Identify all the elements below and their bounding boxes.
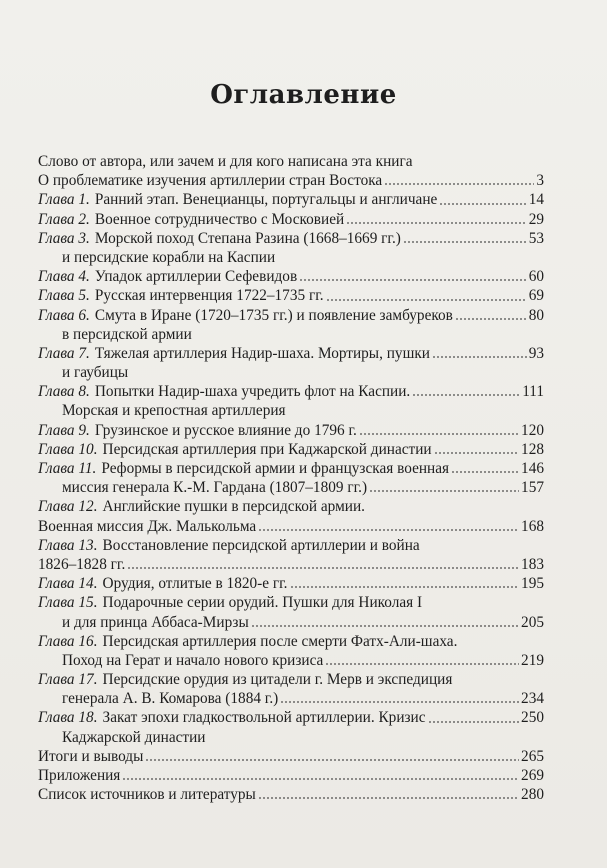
toc-page-number: 128	[521, 440, 544, 458]
toc-leader-dots	[439, 203, 526, 205]
toc-entry-title: Восстановление персидской артиллерии и война	[102, 536, 420, 554]
toc-page-number: 265	[521, 747, 544, 765]
toc-entry	[38, 401, 544, 420]
toc-entry	[38, 728, 544, 747]
toc-leader-dots	[384, 183, 534, 185]
toc-entry-title: Приложения	[38, 767, 121, 784]
toc-entry	[38, 497, 544, 516]
toc-entry	[38, 325, 544, 344]
toc-entry-title: Итоги и выводы	[38, 747, 144, 765]
toc-leader-dots	[290, 586, 520, 588]
toc-entry	[38, 171, 544, 190]
toc-entry	[38, 306, 544, 325]
toc-leader-dots	[434, 452, 519, 454]
toc-entry-title: Тяжелая артиллерия Надир-шаха. Мортиры, пушки	[94, 344, 430, 362]
toc-leader-dots	[412, 394, 520, 396]
toc-page-number: 111	[522, 383, 544, 401]
toc-entry-title: Военное сотрудничество с Московией	[94, 210, 345, 228]
toc-page-number: 280	[521, 786, 544, 804]
toc-entry-title: Поход на Герат и начало нового кризиса	[62, 651, 324, 669]
toc-entry	[38, 708, 544, 727]
toc-leader-dots	[346, 222, 527, 224]
toc-entry-title: генерала А. В. Комарова (1884 г.)	[62, 690, 279, 708]
toc-leader-dots	[403, 241, 527, 243]
toc-chapter-label: Глава 9.	[38, 421, 90, 439]
toc-page-number: 183	[521, 555, 544, 573]
toc-page-number: 60	[528, 268, 544, 286]
toc-chapter-label: Глава 12.	[38, 498, 98, 516]
toc-chapter-label: Глава 11.	[38, 460, 97, 477]
toc-entry-title: и для принца Аббаса-Мирзы	[62, 613, 249, 631]
toc-entry-title: Реформы в персидской армии и французская военная	[101, 460, 450, 477]
toc-chapter-label: Глава 1.	[38, 191, 90, 209]
toc-page-number: 29	[528, 210, 544, 228]
toc-entry	[38, 286, 544, 305]
toc-chapter-label: Глава 10.	[38, 440, 98, 458]
toc-entry	[38, 267, 544, 286]
toc-entry	[38, 210, 544, 229]
toc-entry-title: О проблематике изучения артиллерии стран Востока	[38, 172, 383, 190]
toc-page-number: 195	[521, 575, 544, 593]
toc-leader-dots	[326, 299, 527, 301]
toc-page-number: 168	[521, 517, 544, 535]
toc-entry	[38, 536, 544, 555]
toc-entry	[38, 382, 544, 401]
toc-entry-title: Персидская артиллерия при Каджарской династии	[102, 440, 432, 458]
toc-entry-title: Орудия, отлитые в 1820-е гг.	[102, 575, 288, 593]
toc-entry	[38, 651, 544, 670]
toc-entry	[38, 670, 544, 689]
toc-chapter-label: Глава 14.	[38, 575, 98, 593]
toc-entry-title: Ранний этап. Венецианцы, португальцы и англичане	[94, 191, 438, 209]
toc-entry-title: Персидские орудия из цитадели г. Мерв и экспедиция	[102, 671, 453, 689]
toc-page-number: 205	[521, 613, 544, 631]
toc-page-number: 69	[528, 287, 544, 305]
toc-entry	[38, 766, 544, 785]
toc-chapter-label: Глава 4.	[38, 268, 90, 286]
toc-chapter-label: Глава 3.	[38, 229, 90, 247]
toc-entry	[38, 248, 544, 267]
toc-entry	[38, 440, 544, 459]
toc-page-number: 93	[528, 344, 544, 362]
toc-entry	[38, 517, 544, 536]
toc-leader-dots	[455, 318, 527, 320]
toc-leader-dots	[428, 721, 520, 723]
toc-leader-dots	[432, 356, 527, 358]
table-of-contents	[38, 152, 544, 804]
toc-page-number: 219	[521, 651, 544, 669]
toc-leader-dots	[369, 490, 519, 492]
toc-entry-title: и персидские корабли на Каспии	[62, 248, 276, 266]
toc-entry	[38, 421, 544, 440]
toc-chapter-label: Глава 8.	[38, 383, 90, 401]
toc-entry-title: Попытки Надир-шаха учредить флот на Каспии.	[94, 383, 411, 401]
toc-entry	[38, 190, 544, 209]
toc-leader-dots	[122, 778, 519, 780]
toc-page-number: 250	[521, 709, 544, 727]
toc-entry	[38, 785, 544, 804]
toc-chapter-label: Глава 2.	[38, 210, 90, 228]
toc-entry-title: и гаубицы	[62, 364, 129, 382]
toc-entry-title: Смута в Иране (1720–1735 гг.) и появление замбуреков	[94, 306, 453, 324]
toc-chapter-label: Глава 17.	[38, 671, 98, 689]
toc-entry-title: Упадок артиллерии Сефевидов	[94, 268, 298, 286]
toc-entry	[38, 747, 544, 766]
toc-entry-title: Слово от автора, или зачем и для кого написана эта книга	[38, 153, 413, 170]
toc-entry-title: Подарочные серии орудий. Пушки для Николая I	[102, 594, 423, 612]
toc-leader-dots	[258, 529, 519, 531]
toc-entry-title: Морская и крепостная артиллерия	[62, 402, 286, 420]
toc-page-number: 80	[528, 306, 544, 324]
toc-entry	[38, 363, 544, 382]
toc-entry-title: Военная миссия Дж. Малькольма	[38, 517, 257, 535]
toc-entry-title: миссия генерала К.-М. Гардана (1807–1809 гг.)	[62, 479, 368, 497]
page-title: Оглавление	[210, 80, 397, 110]
toc-entry-title: Грузинское и русское влияние до 1796 г.	[94, 421, 357, 439]
toc-entry	[38, 574, 544, 593]
toc-chapter-label: Глава 5.	[38, 287, 90, 305]
toc-entry	[38, 689, 544, 708]
toc-leader-dots	[145, 759, 519, 761]
toc-entry-title: Английские пушки в персидской армии.	[102, 498, 365, 516]
toc-page-number: 53	[528, 229, 544, 247]
toc-entry	[38, 152, 544, 171]
toc-page-number: 157	[521, 479, 544, 497]
toc-page-number: 146	[521, 460, 544, 477]
toc-entry	[38, 478, 544, 497]
toc-leader-dots	[251, 625, 519, 627]
toc-chapter-label: Глава 13.	[38, 536, 98, 554]
toc-entry	[38, 613, 544, 632]
toc-chapter-label: Глава 15.	[38, 594, 98, 612]
toc-chapter-label: Глава 7.	[38, 344, 90, 362]
toc-entry	[38, 632, 544, 651]
toc-entry	[38, 593, 544, 612]
toc-chapter-label: Глава 18.	[38, 709, 98, 727]
toc-chapter-label: Глава 16.	[38, 632, 98, 650]
toc-leader-dots	[258, 797, 519, 799]
toc-entry-title: Каджарской династии	[62, 728, 206, 746]
toc-leader-dots	[127, 567, 519, 569]
toc-entry	[38, 555, 544, 574]
toc-entry	[38, 229, 544, 248]
toc-leader-dots	[280, 701, 519, 703]
toc-chapter-label: Глава 6.	[38, 306, 90, 324]
toc-page-number: 14	[528, 191, 544, 209]
toc-entry-title: Персидская артиллерия после смерти Фатх-Али-шаха.	[102, 632, 458, 650]
toc-entry-title: Морской поход Степана Разина (1668–1669 гг.)	[94, 229, 401, 247]
toc-entry-title: 1826–1828 гг.	[38, 555, 126, 573]
toc-leader-dots	[299, 279, 527, 281]
toc-page-number: 234	[521, 690, 544, 708]
toc-page-number: 120	[521, 421, 544, 439]
toc-entry	[38, 459, 544, 478]
toc-entry-title: в персидской армии	[62, 325, 192, 343]
toc-entry	[38, 344, 544, 363]
toc-leader-dots	[451, 471, 519, 473]
toc-entry-title: Закат эпохи гладкоствольной артиллерии. Кризис	[102, 709, 426, 727]
toc-page-number: 269	[521, 767, 544, 784]
toc-entry-title: Список источников и литературы	[38, 786, 256, 804]
toc-leader-dots	[325, 663, 519, 665]
toc-leader-dots	[359, 433, 519, 435]
toc-page-number: 3	[536, 172, 544, 190]
toc-entry-title: Русская интервенция 1722–1735 гг.	[94, 287, 324, 305]
